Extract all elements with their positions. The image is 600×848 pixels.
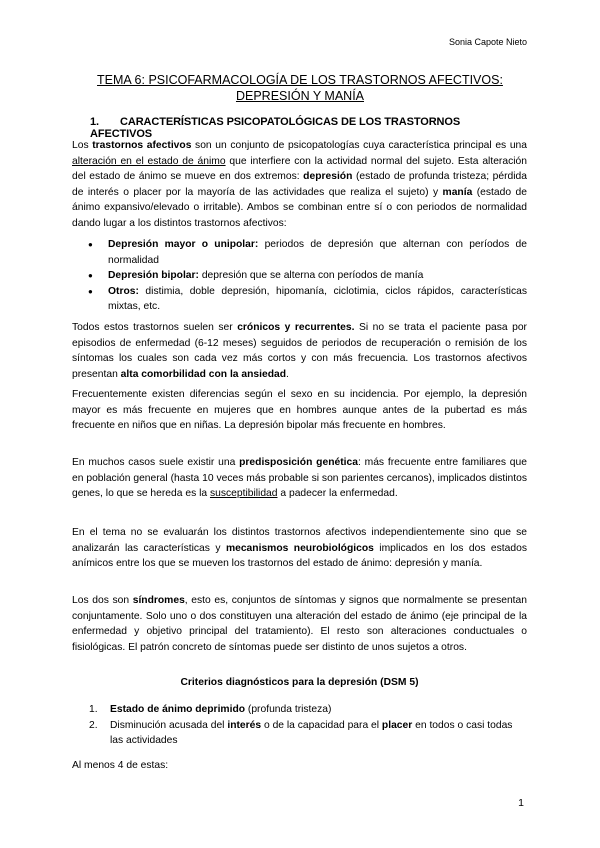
bold-term: interés — [227, 719, 262, 731]
section-title: CARACTERÍSTICAS PSICOPATOLÓGICAS DE LOS TRASTORNOS AFECTIVOS — [90, 116, 461, 140]
text: , esto es, conjuntos de síntomas y signos que normalmente se presentan conjuntamente. Solo uno o dos constituyen una alteración del estado de ánimo (eje principal de la enfermedad y objetivo principal del tratamiento). El resto son alteraciones conductuales o fisiológicas. El patrón concreto de síntomas puede ser distinto de unos sujetos a otros. — [72, 595, 527, 653]
underlined-term: alteración en el estado de ánimo — [72, 155, 226, 167]
bold-term: síndromes — [132, 595, 185, 606]
text: (profunda tristeza) — [245, 704, 332, 715]
text: (estado de profunda tristeza; pérdida de interés o placer por la mayoría de las actividades que realiza el sujeto) y — [72, 171, 527, 198]
bold-term: trastornos afectivos — [92, 140, 192, 151]
text: (estado de ánimo expansivo/elevado o irritable). Ambos se combinan entre sí o con periodos de normalidad dando lugar a los distintos trastornos afectivos: — [72, 186, 527, 229]
page-number: 1 — [518, 797, 524, 809]
text: en todos o casi todas las actividades — [110, 719, 513, 746]
title-line-2: DEPRESIÓN Y MANÍA — [235, 89, 365, 103]
text: Disminución acusada del — [110, 719, 228, 731]
criteria-number: 2. — [89, 719, 98, 731]
text: Al menos 4 de estas: — [72, 760, 169, 771]
bold-term: depresión — [303, 171, 353, 182]
bold-term: Estado de ánimo deprimido — [110, 704, 246, 715]
text: En muchos casos suele existir una — [72, 457, 240, 468]
text: Frecuentemente existen diferencias según el sexo en su incidencia. Por ejemplo, la depresión mayor es más frecuente en mujeres que en hombres aunque antes de la pubertad es más frecuente en niños que en niñas. La depresión bipolar más frecuente en hombres. — [72, 389, 527, 431]
document-title — [90, 72, 510, 104]
text: . — [286, 368, 289, 380]
criteria-number: 1. — [89, 704, 98, 715]
paragraph-syndromes — [72, 593, 527, 655]
text: implicados en los dos estados anímicos entre los que se mueven los trastornos del estado de ánimo: depresión y manía. — [72, 542, 527, 569]
text: Los dos son — [72, 595, 133, 606]
list-item — [72, 268, 527, 284]
criteria-list — [72, 702, 527, 749]
list-item-text: periodos de depresión que alternan con períodos de normalidad — [108, 239, 527, 266]
list-item-label: Depresión mayor o unipolar: — [108, 239, 259, 250]
header-author: Sonia Capote Nieto — [448, 37, 527, 47]
text: o de la capacidad para el — [261, 719, 382, 731]
paragraph-neurobiology — [72, 525, 527, 572]
list-item-text: distimia, doble depresión, hipomanía, ciclotimia, ciclos rápidos, características mixtas, etc. — [108, 285, 527, 312]
bold-term: mecanismos neurobiológicos — [225, 542, 374, 554]
bold-term: predisposición genética — [239, 457, 358, 468]
criteria-item — [72, 718, 527, 749]
text: Si no se trata el paciente pasa por episodios de enfermedad (6-12 meses) seguidos de periodos de recuperación o remisión de los síntomas los cuales son cada vez más cortos y con más frecuencia. Los trastornos afectivos presentan — [72, 322, 527, 380]
title-line-1: TEMA 6: PSICOFARMACOLOGÍA DE LOS TRASTORNOS AFECTIVOS: — [97, 73, 503, 87]
section-heading — [90, 116, 520, 140]
list-item — [72, 284, 527, 315]
text: son un conjunto de psicopatologías cuya característica principal es una — [191, 140, 527, 151]
list-item-label: Depresión bipolar: — [108, 270, 199, 281]
criteria-heading: Criterios diagnósticos para la depresión (DSM 5) — [180, 677, 419, 688]
list-item — [72, 237, 527, 268]
text: Los — [72, 140, 93, 151]
bold-term: alta comorbilidad con la ansiedad — [120, 368, 287, 380]
section-number: 1. — [90, 116, 99, 128]
criteria-item — [72, 702, 527, 718]
paragraph-at-least — [72, 758, 527, 774]
list-item-text: depresión que se alterna con períodos de manía — [198, 270, 424, 281]
text: a padecer la enfermedad. — [277, 488, 398, 499]
list-item-label: Otros: — [108, 285, 139, 297]
bold-term: crónicos y recurrentes. — [237, 322, 355, 333]
bold-term: manía — [442, 186, 473, 198]
text: que interfiere con la actividad normal del sujeto. Esta alteración del estado de ánimo se mueve en dos extremos: — [72, 155, 527, 182]
paragraph-chronic — [72, 320, 527, 382]
text: : más frecuente entre familiares que en población general (hasta 10 veces más probable si son parientes cercanos), implicados distintos genes, lo que se hereda es la — [72, 457, 527, 499]
text: Todos estos trastornos suelen ser — [72, 322, 238, 333]
underlined-term: susceptibilidad — [209, 488, 278, 499]
paragraph-intro — [72, 138, 527, 231]
disorder-types-list — [72, 237, 527, 315]
text: En el tema no se evaluarán los distintos trastornos afectivos independientemente sino que se analizarán las características y — [72, 527, 527, 554]
paragraph-genetics — [72, 455, 527, 502]
paragraph-sex-differences — [72, 387, 527, 434]
bold-term: placer — [381, 719, 413, 731]
